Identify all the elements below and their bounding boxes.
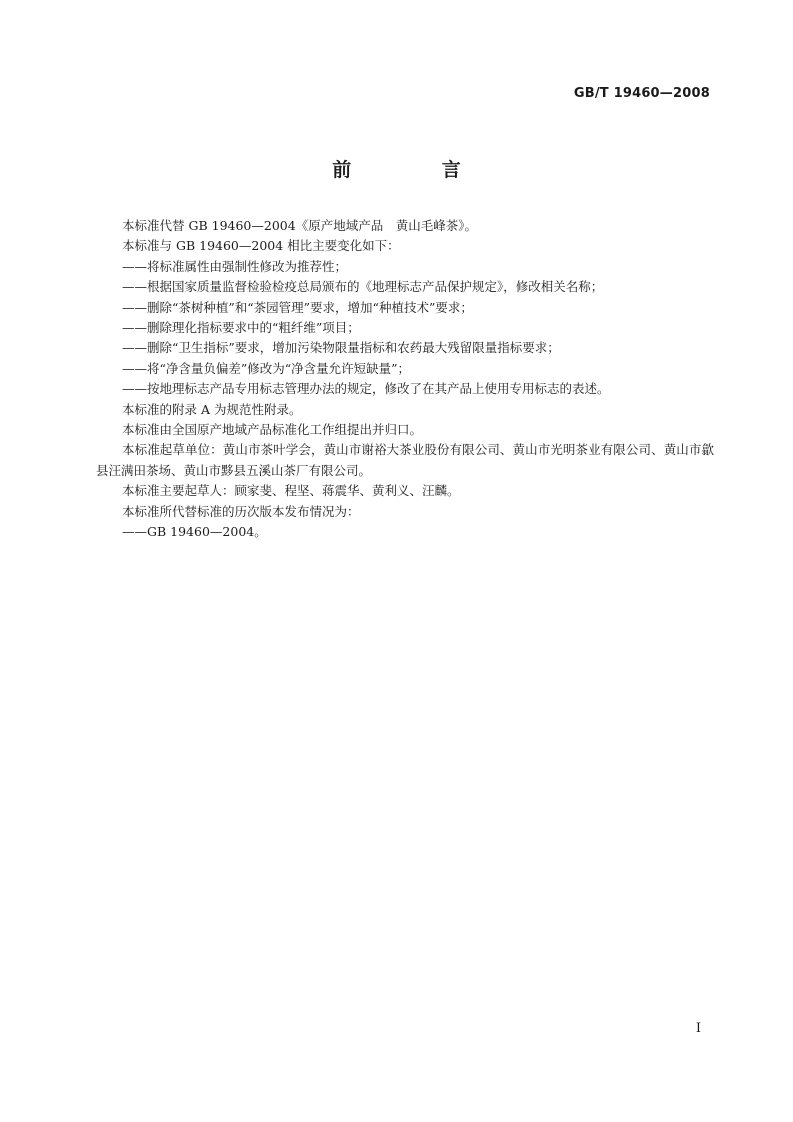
list-item: ——按地理标志产品专用标志管理办法的规定，修改了在其产品上使用专用标志的表述。 <box>122 381 610 397</box>
list-item: ——删除理化指标要求中的“粗纤维”项目； <box>122 320 360 336</box>
paragraph: 本标准起草单位：黄山市茶叶学会，黄山市谢裕大茶业股份有限公司、黄山市光明茶业有限公司、黄山市歙县汪满田茶场、黄山市黟县五溪山茶厂有限公司。 <box>96 442 714 478</box>
paragraph: 本标准代替 GB 19460—2004《原产地域产品 黄山毛峰茶》。 <box>122 218 477 233</box>
list-item: ——将标准属性由强制性修改为推荐性； <box>122 258 348 274</box>
paragraph: 本标准的附录 A 为规范性附录。 <box>122 401 302 417</box>
list-item: ——GB 19460—2004。 <box>122 524 267 540</box>
page-number: I <box>695 1021 701 1036</box>
list-item: ——将“净含量负偏差”修改为“净含量允许短缺量”； <box>122 360 411 376</box>
page-title: 前 言 <box>332 159 503 181</box>
standard-code: GB/T 19460—2008 <box>573 86 710 101</box>
paragraph: 本标准与 GB 19460—2004 相比主要变化如下： <box>122 238 400 254</box>
foreword-body <box>96 216 714 543</box>
list-item: ——删除“卫生指标”要求，增加污染物限量指标和农药最大残留限量指标要求； <box>122 340 560 356</box>
list-item: ——根据国家质量监督检验检疫总局颁布的《地理标志产品保护规定》，修改相关名称； <box>122 279 604 295</box>
paragraph: 本标准主要起草人：顾家斐、程坚、蒋震华、黄利义、汪麟。 <box>122 483 460 499</box>
paragraph: 本标准由全国原产地域产品标准化工作组提出并归口。 <box>122 422 423 438</box>
paragraph: 本标准所代替标准的历次版本发布情况为： <box>122 503 360 519</box>
list-item: ——删除“茶树种植”和“茶园管理”要求，增加“种植技术”要求； <box>122 299 473 315</box>
